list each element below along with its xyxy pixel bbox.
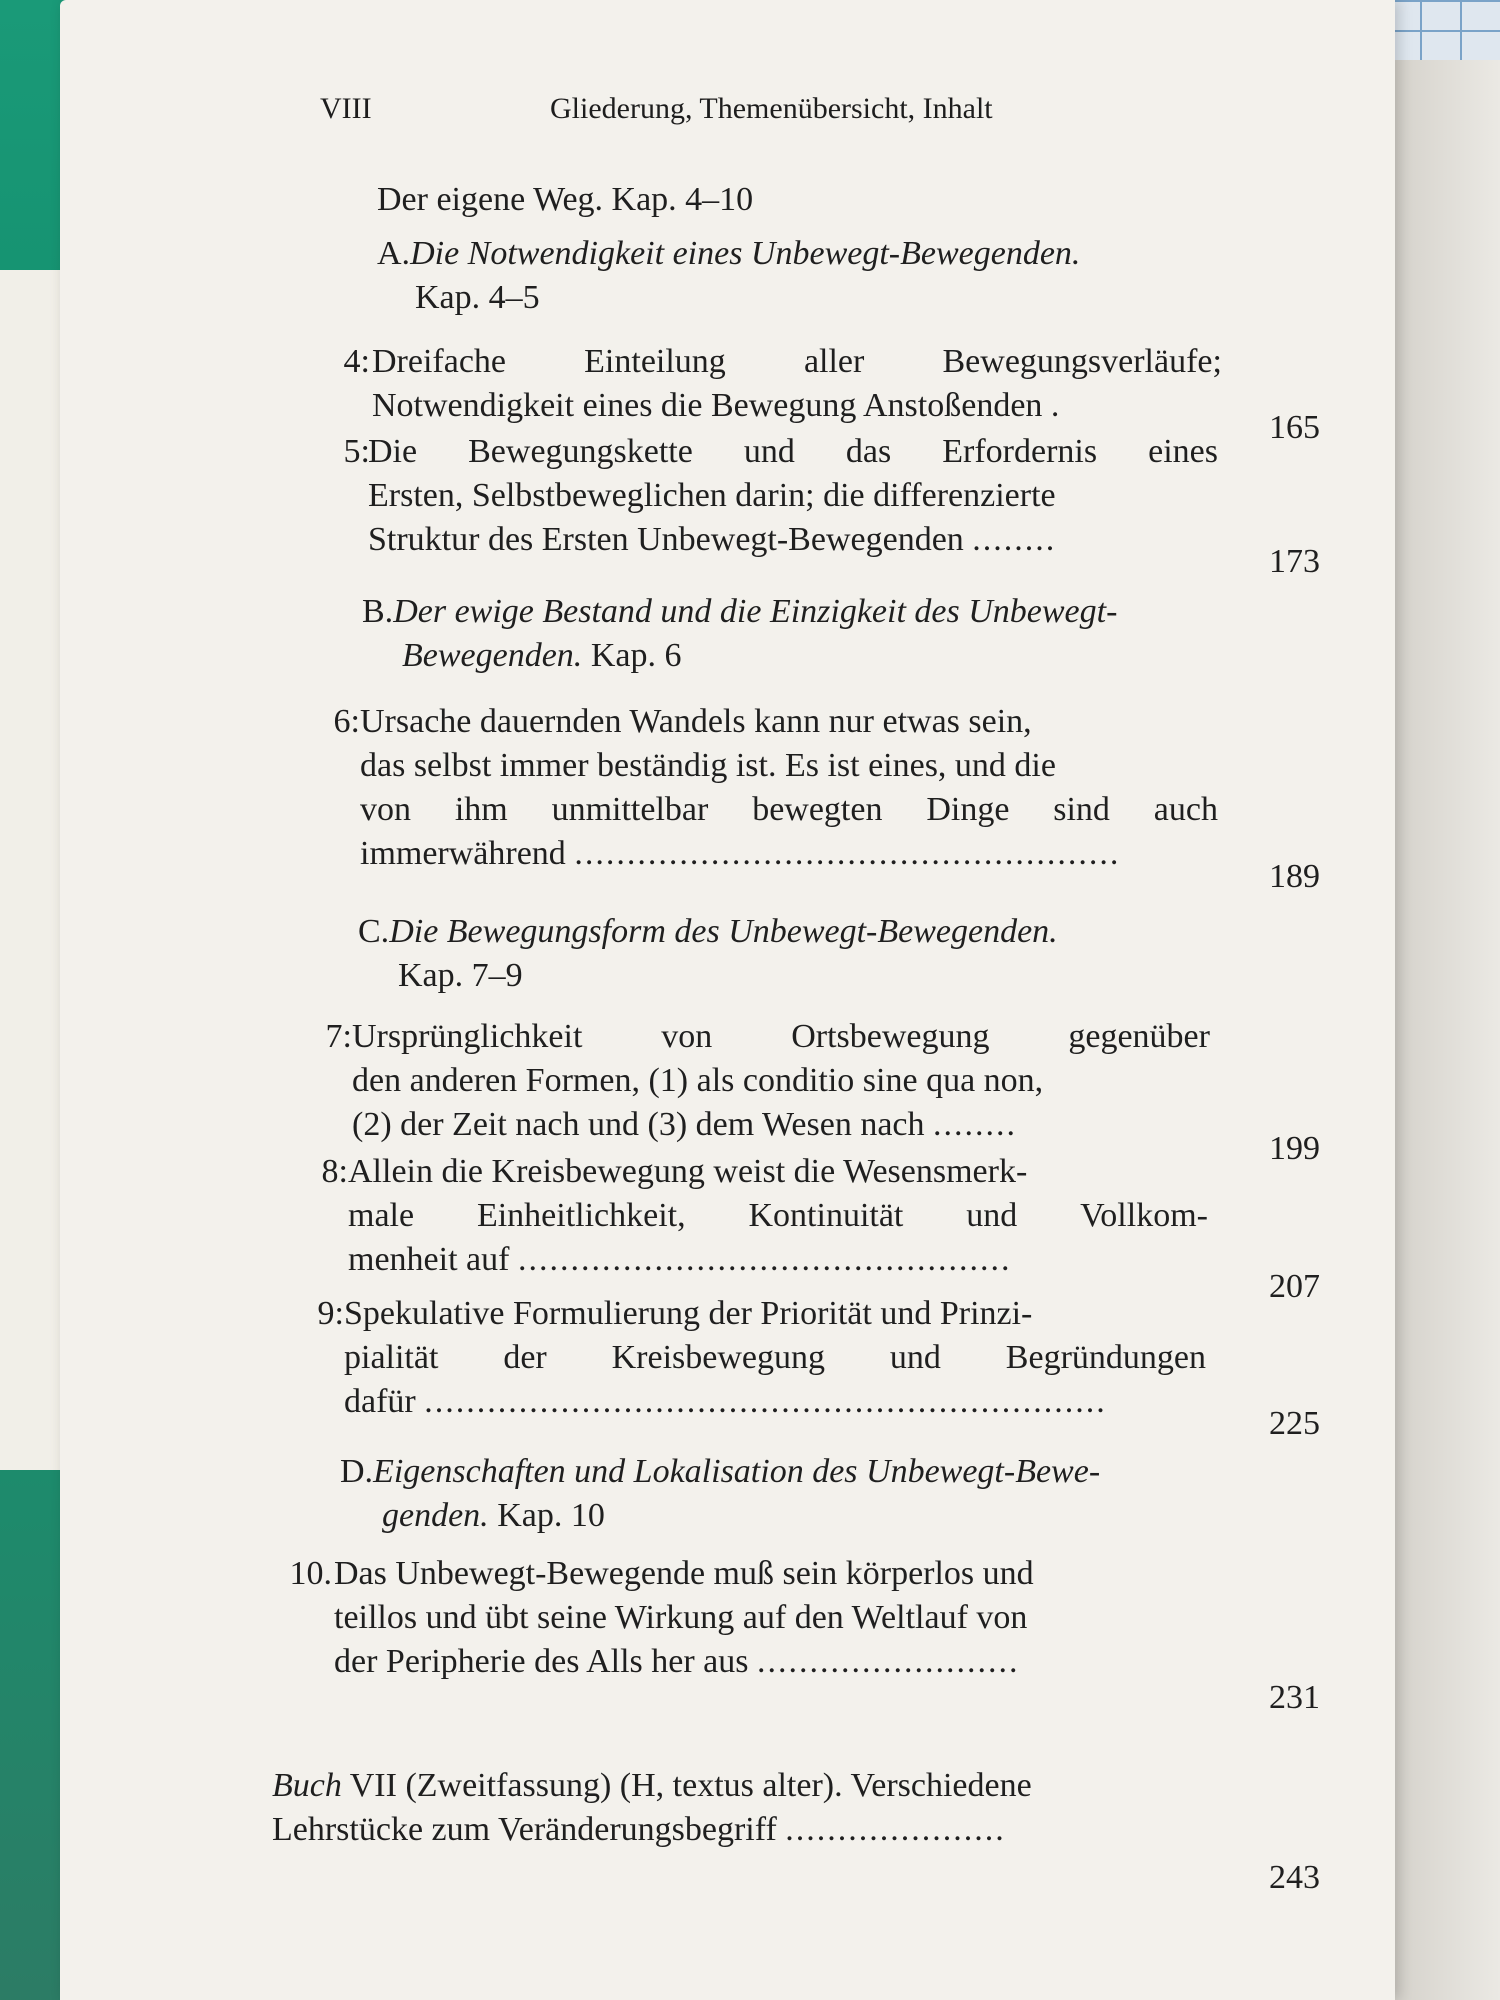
- word: von: [360, 791, 411, 828]
- word: Vollkom-: [1080, 1197, 1208, 1234]
- word: Bewegungskette: [468, 433, 693, 470]
- chapter-9-page: 225: [1269, 1405, 1320, 1442]
- book-7-label: Buch: [272, 1767, 342, 1804]
- word: Die: [368, 433, 418, 470]
- chapter-7-line3: (2) der Zeit nach und (3) dem Wesen nach: [352, 1106, 925, 1143]
- chapter-10-leader-dots: .........................: [757, 1643, 1020, 1680]
- word: Kreisbewegung: [611, 1339, 826, 1376]
- word: der: [503, 1339, 547, 1376]
- word: Begründungen: [1005, 1339, 1206, 1376]
- book-7-line2: Lehrstücke zum Veränderungsbegriff: [272, 1811, 777, 1848]
- section-b-heading: [362, 590, 1242, 678]
- chapter-8-line1: Allein die Kreisbewegung weist die Wesensmerk-: [348, 1153, 1028, 1190]
- chapter-8-entry: [348, 1150, 1208, 1282]
- word: auch: [1153, 791, 1218, 828]
- chapter-6-line2: das selbst immer beständig ist. Es ist eines, und die: [360, 747, 1056, 784]
- chapter-8-number: 8:: [321, 1153, 348, 1190]
- chapter-4-number: 4:: [343, 343, 370, 380]
- word: von: [661, 1018, 713, 1055]
- word: aller: [803, 343, 865, 380]
- word: sind: [1053, 791, 1110, 828]
- section-c-heading: [358, 910, 1238, 998]
- chapter-10-line2: teillos und übt seine Wirkung auf den Weltlauf von: [334, 1599, 1028, 1636]
- running-title: Gliederung, Themenübersicht, Inhalt: [550, 92, 993, 125]
- chapter-6-number: 6:: [333, 703, 360, 740]
- chapter-5-leader-dots: ........: [972, 521, 1057, 558]
- section-c-title: Die Bewegungsform des Unbewegt-Bewegenden.: [389, 913, 1058, 950]
- section-d-heading: [340, 1450, 1240, 1538]
- section-a-heading: [377, 232, 1197, 320]
- book-7-line1: VII (Zweitfassung) (H, textus alter). Verschiedene: [349, 1767, 1032, 1804]
- section-b-title-line2: Bewegenden.: [402, 637, 583, 674]
- chapter-9-line3: dafür: [344, 1383, 416, 1420]
- chapter-5-line3: Struktur des Ersten Unbewegt-Bewegenden: [368, 521, 964, 558]
- chapter-7-entry: [352, 1015, 1210, 1147]
- chapter-7-line2: den anderen Formen, (1) als conditio sine qua non,: [352, 1062, 1044, 1099]
- chapter-8-page: 207: [1269, 1268, 1320, 1305]
- section-c-letter: C.: [358, 913, 390, 950]
- book-7-leader-dots: .....................: [785, 1811, 1006, 1848]
- word: Einheitlichkeit,: [476, 1197, 686, 1234]
- chapter-6-line4: immerwährend: [360, 835, 566, 872]
- word: male: [348, 1197, 415, 1234]
- word: und: [743, 433, 795, 470]
- chapter-7-page: 199: [1269, 1130, 1320, 1167]
- chapter-5-number: 5:: [343, 433, 370, 470]
- chapter-5-line1: [368, 430, 1218, 474]
- section-a-letter: A.: [377, 235, 411, 272]
- section-a-chapters: Kap. 4–5: [415, 279, 540, 316]
- chapter-4-entry: [372, 340, 1222, 428]
- chapter-6-line1: Ursache dauernden Wandels kann nur etwas sein,: [360, 703, 1032, 740]
- chapter-7-leader-dots: ........: [933, 1106, 1018, 1143]
- chapter-10-line1: Das Unbewegt-Bewegende muß sein körperlos und: [334, 1555, 1034, 1592]
- word: und: [966, 1197, 1018, 1234]
- book-7-page: 243: [1269, 1859, 1320, 1896]
- chapter-4-line2: Notwendigkeit eines die Bewegung Anstoßenden .: [372, 387, 1060, 424]
- word: Einteilung: [584, 343, 726, 380]
- chapter-6-entry: [360, 700, 1218, 876]
- chapter-9-number: 9:: [317, 1295, 344, 1332]
- section-title: Der eigene Weg. Kap. 4–10: [377, 181, 754, 218]
- word: Bewegungsverläufe;: [942, 343, 1222, 380]
- chapter-9-line1: Spekulative Formulierung der Priorität und Prinzi-: [344, 1295, 1033, 1332]
- chapter-10-entry: [334, 1552, 1214, 1684]
- section-b-chapters: Kap. 6: [590, 637, 682, 674]
- chapter-9-leader-dots: .................................................................: [424, 1383, 1107, 1420]
- chapter-6-line3: [360, 788, 1218, 832]
- chapter-9-entry: [344, 1292, 1206, 1424]
- section-a-title: Die Notwendigkeit eines Unbewegt-Bewegenden.: [410, 235, 1081, 272]
- word: Kontinuität: [748, 1197, 904, 1234]
- word: gegenüber: [1068, 1018, 1210, 1055]
- section-b-title-line1: Der ewige Bestand und die Einzigkeit des Unbewegt-: [393, 593, 1118, 630]
- section-d-chapters: Kap. 10: [497, 1497, 605, 1534]
- chapter-8-leader-dots: ...............................................: [517, 1241, 1012, 1278]
- chapter-4-page: 165: [1269, 409, 1320, 446]
- word: eines: [1148, 433, 1218, 470]
- word: pialität: [344, 1339, 439, 1376]
- word: ihm: [454, 791, 508, 828]
- section-d-title-line1: Eigenschaften und Lokalisation des Unbewegt-Bewe-: [373, 1453, 1101, 1490]
- word: Erfordernis: [942, 433, 1098, 470]
- word: das: [845, 433, 892, 470]
- chapter-10-line3: der Peripherie des Alls her aus: [334, 1643, 749, 1680]
- chapter-9-line2: [344, 1336, 1206, 1380]
- chapter-5-page: 173: [1269, 543, 1320, 580]
- section-c-chapters: Kap. 7–9: [398, 957, 523, 994]
- chapter-4-line1: [372, 340, 1222, 384]
- word: und: [889, 1339, 941, 1376]
- section-d-title-line2: genden.: [382, 1497, 489, 1534]
- chapter-5-entry: [368, 430, 1218, 562]
- word: Ortsbewegung: [791, 1018, 990, 1055]
- word: Dreifache: [372, 343, 507, 380]
- section-d-letter: D.: [340, 1453, 374, 1490]
- book-7-entry: [272, 1764, 1232, 1852]
- word: Dinge: [926, 791, 1010, 828]
- chapter-7-line1: [352, 1015, 1210, 1059]
- chapter-6-leader-dots: ....................................................: [574, 835, 1121, 872]
- chapter-5-line2: Ersten, Selbstbeweglichen darin; die differenzierte: [368, 477, 1056, 514]
- chapter-10-page: 231: [1269, 1679, 1320, 1716]
- page-number: VIII: [320, 92, 372, 125]
- section-b-letter: B.: [362, 593, 394, 630]
- chapter-8-line2: [348, 1194, 1208, 1238]
- word: Ursprünglichkeit: [352, 1018, 583, 1055]
- word: unmittelbar: [551, 791, 709, 828]
- chapter-8-line3: menheit auf: [348, 1241, 510, 1278]
- chapter-7-number: 7:: [325, 1018, 352, 1055]
- word: bewegten: [752, 791, 883, 828]
- chapter-6-page: 189: [1269, 858, 1320, 895]
- chapter-10-number: 10.: [289, 1555, 332, 1592]
